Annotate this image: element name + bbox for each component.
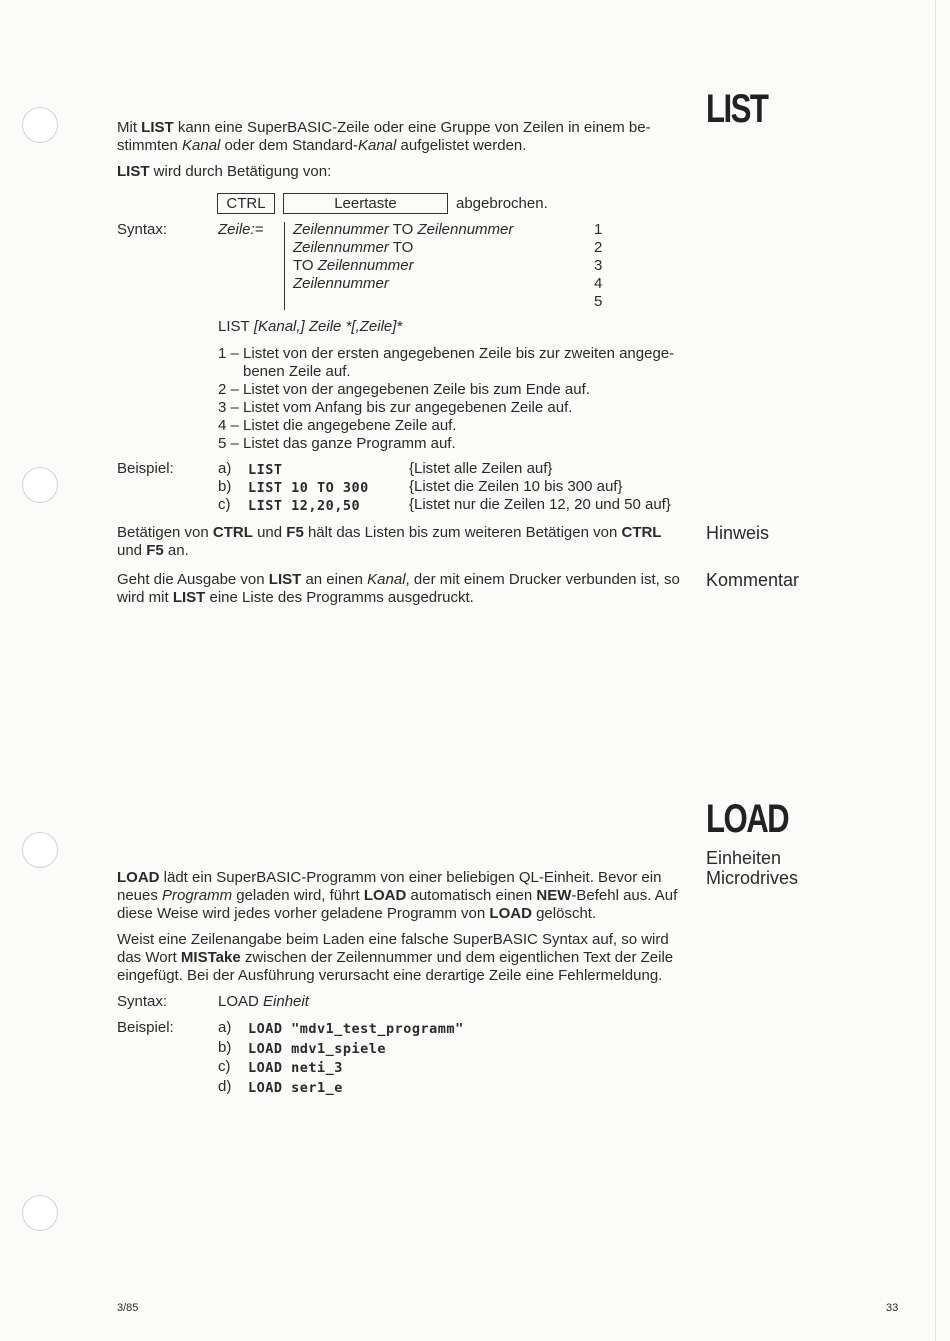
syntax-num-5: 5 [594,293,603,310]
list-example-label: Beispiel: [117,460,174,477]
binder-hole-4 [22,1195,58,1231]
syntax-line-3: TO Zeilennummer [293,257,414,274]
page-edge [935,0,936,1341]
list-example-c-comment: {Listet nur die Zeilen 12, 20 und 50 auf} [409,496,671,513]
list-stop-text: LIST wird durch Betätigung von: [117,163,332,180]
kommentar-text: Geht die Ausgabe von LIST an einen Kanal, der mit einem Drucker verbunden ist, so wird mit LIST eine Liste des Programms ausgedruckt. [117,571,680,606]
syntax-line-2: Zeilennummer TO [293,239,414,256]
list-syntax-label: Syntax: [117,221,168,238]
syntax-num-1: 1 [594,221,603,238]
list-form: LIST [Kanal,] Zeile *[,Zeile]* [218,318,403,335]
list-heading: LIST [706,87,768,131]
binder-hole-2 [22,467,58,503]
list-example-b-comment: {Listet die Zeilen 10 bis 300 auf} [409,478,623,495]
load-example-b-code: LOAD mdv1_spiele [248,1041,387,1057]
list-explanation-5: 5 – Listet das ganze Programm auf. [218,435,456,452]
list-explanation-3: 3 – Listet vom Anfang bis zur angegebenen Zeile auf. [218,399,573,416]
key-ctrl: CTRL [217,193,275,214]
footer-date: 3/85 [117,1302,139,1314]
binder-hole-3 [22,832,58,868]
keys-after-text: abgebrochen. [456,195,548,212]
list-explanation-2: 2 – Listet von der angegebenen Zeile bis zum Ende auf. [218,381,590,398]
syntax-line-1: Zeilennummer TO Zeilennummer [293,221,514,238]
list-syntax-def: Zeile:= [218,221,264,238]
load-example-c-letter: c) [218,1058,231,1075]
list-example-b-code: LIST 10 TO 300 [248,480,369,496]
syntax-bar [284,222,285,310]
load-syntax: LOAD Einheit [218,993,309,1010]
syntax-num-2: 2 [594,239,603,256]
load-paragraph-1: LOAD lädt ein SuperBASIC-Programm von einer beliebigen QL-Einheit. Bevor ein neues Programm geladen wird, führt LOAD automatisch einen NEW-Befehl aus. Auf diese Weise wird jedes vorher geladene Programm von LOAD gelöscht. [117,869,678,922]
list-explanation-1: 1 – Listet von der ersten angegebenen Zeile bis zur zweiten angege- [218,345,675,362]
list-example-c-letter: c) [218,496,231,513]
binder-hole-1 [22,107,58,143]
load-example-d-code: LOAD ser1_e [248,1080,343,1096]
load-example-c-code: LOAD neti_3 [248,1060,343,1076]
load-example-d-letter: d) [218,1078,232,1095]
list-explanation-4: 4 – Listet die angegebene Zeile auf. [218,417,457,434]
hinweis-text: Betätigen von CTRL und F5 hält das Listen bis zum weiteren Betätigen von CTRL und F5 an. [117,524,662,559]
load-example-label: Beispiel: [117,1019,174,1036]
list-explanation-1b: benen Zeile auf. [243,363,351,380]
syntax-line-4: Zeilennummer [293,275,389,292]
page-number: 33 [886,1302,899,1314]
load-side-einheiten: Einheiten [706,848,782,868]
syntax-num-4: 4 [594,275,603,292]
load-example-a-code: LOAD "mdv1_test_programm" [248,1021,464,1037]
load-example-b-letter: b) [218,1039,232,1056]
key-leertaste: Leertaste [283,193,448,214]
load-paragraph-2: Weist eine Zeilenangabe beim Laden eine falsche SuperBASIC Syntax auf, so wird das Wort MISTake zwischen der Zeilennummer und dem eigentlichen Text der Zeile eingefügt. Bei der Ausführung verursacht eine derartige Zeile eine Fehlermeldung. [117,931,674,984]
syntax-num-3: 3 [594,257,603,274]
load-syntax-label: Syntax: [117,993,168,1010]
list-example-a-letter: a) [218,460,232,477]
kommentar-label: Kommentar [706,570,800,590]
list-intro: Mit LIST kann eine SuperBASIC-Zeile oder eine Gruppe von Zeilen in einem be-stimmten Kanal oder dem Standard-Kanal aufgelistet werden. [117,119,651,154]
load-side-microdrives: Microdrives [706,868,799,888]
list-example-c-code: LIST 12,20,50 [248,498,361,514]
load-heading: LOAD [706,797,789,841]
list-example-a-code: LIST [248,462,283,478]
hinweis-label: Hinweis [706,523,770,543]
list-example-b-letter: b) [218,478,232,495]
list-example-a-comment: {Listet alle Zeilen auf} [409,460,553,477]
load-example-a-letter: a) [218,1019,232,1036]
